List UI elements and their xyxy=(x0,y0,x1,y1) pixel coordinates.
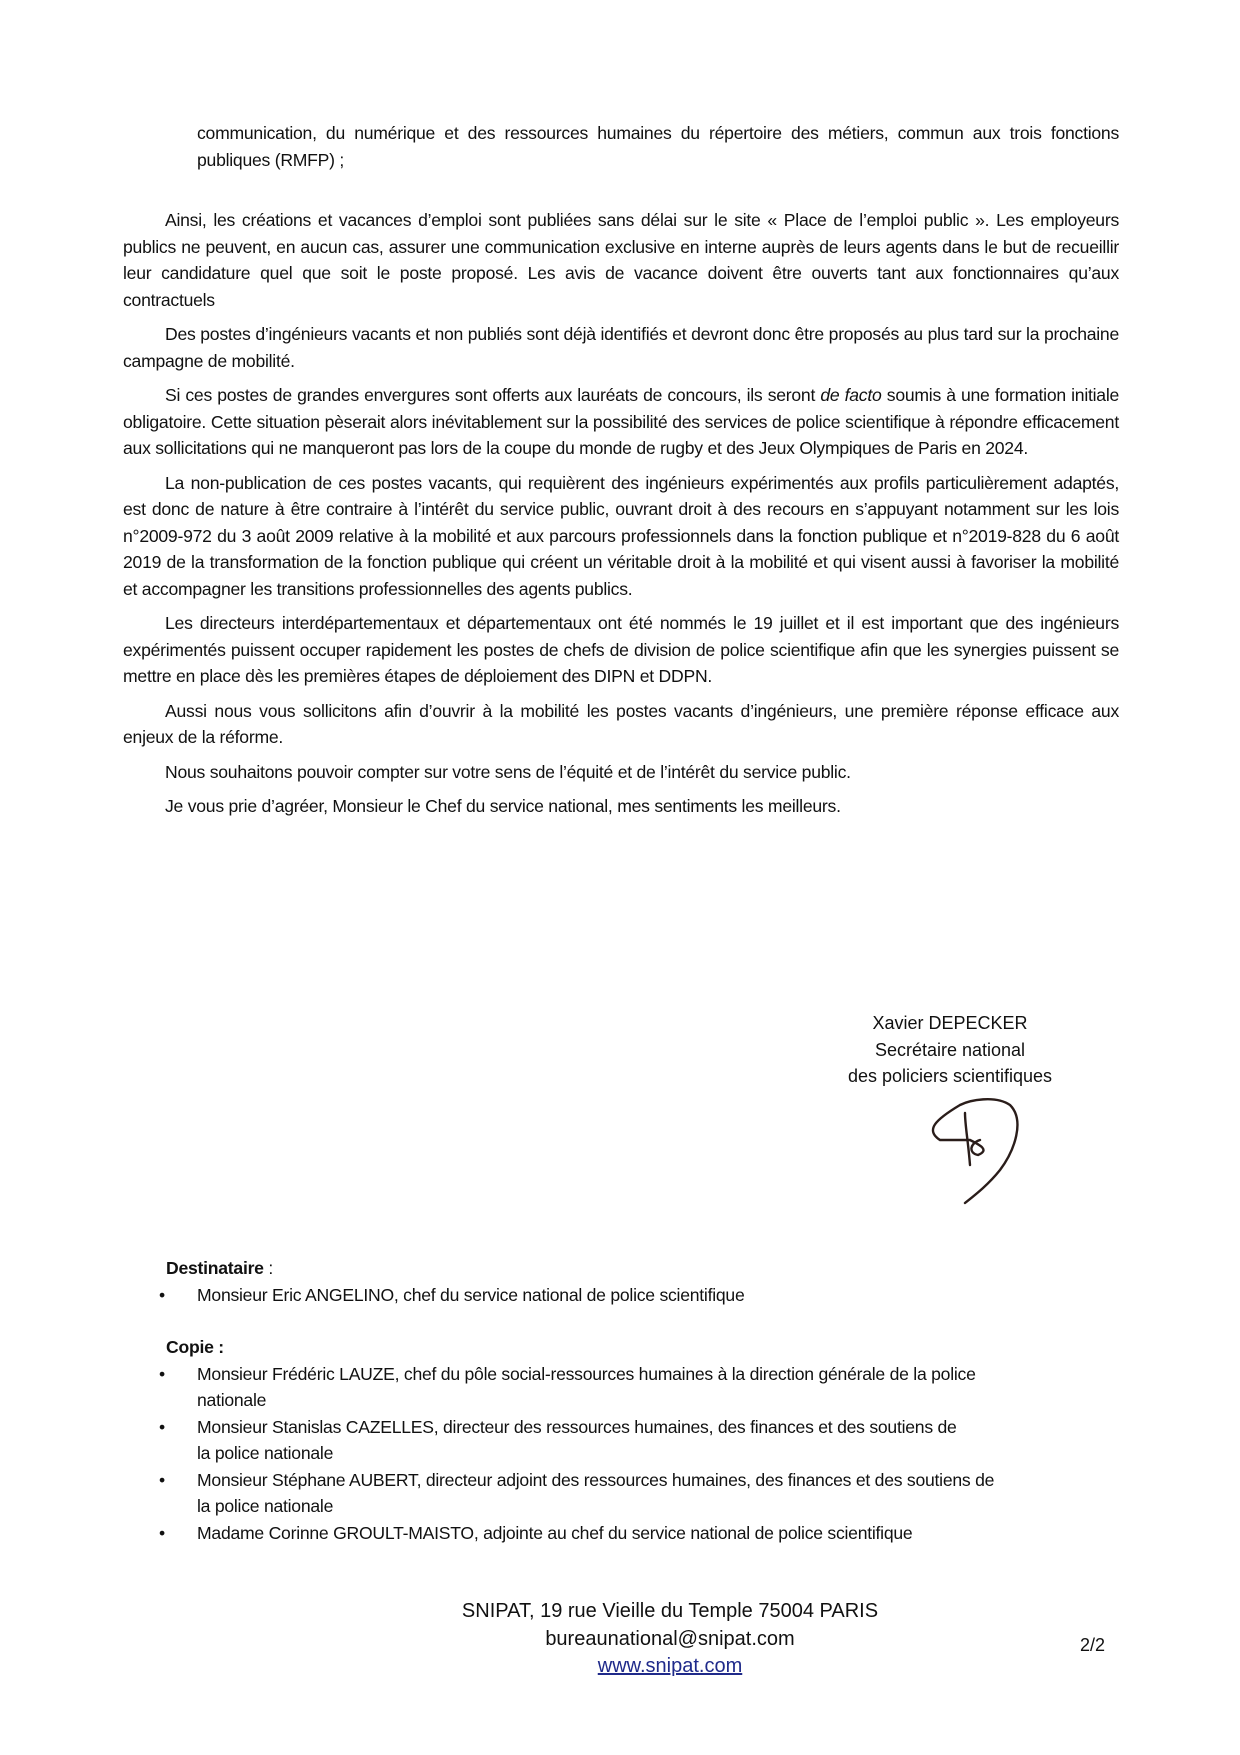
paragraph-laureats-part2: soumis à une formation initiale obligatoire. Cette situation pèserait alors inévitablement sur la possibilité des services de police scientifique à répondre efficacement aux sollicitations qui ne manqueront pas lors de la coupe du monde de rugby et des Jeux Olympiques de Paris en 2024. xyxy=(123,385,1120,458)
recipient-label-text: Destinataire xyxy=(166,1258,264,1278)
list-item xyxy=(123,1282,1123,1309)
paragraph-laureats-part1: Si ces postes de grandes envergures sont offerts aux lauréats de concours, ils seront xyxy=(165,385,821,405)
signature-block xyxy=(800,1010,1100,1090)
copy-recipient-line1: Madame Corinne GROULT-MAISTO, adjointe au chef du service national de police scientifique xyxy=(197,1522,913,1543)
paragraph-equity: Nous souhaitons pouvoir compter sur votre sens de l’équité et de l’intérêt du service public. xyxy=(165,761,851,782)
bullet-icon: • xyxy=(159,1522,165,1543)
recipients-section xyxy=(123,1255,1123,1546)
letter-body xyxy=(123,207,1119,828)
recipient-label-colon: : xyxy=(263,1258,273,1278)
copy-recipient-line1: Monsieur Stanislas CAZELLES, directeur des ressources humaines, des finances et des soutiens de xyxy=(197,1416,957,1437)
footer-address: SNIPAT, 19 rue Vieille du Temple 75004 PARIS xyxy=(461,1600,879,1622)
copy-recipient-line2: la police nationale xyxy=(197,1496,334,1516)
bullet-icon: • xyxy=(159,1416,165,1437)
copy-recipient-line1: Monsieur Frédéric LAUZE, chef du pôle social-ressources humaines à la direction générale de la police xyxy=(197,1363,976,1384)
recipient-text: Monsieur Eric ANGELINO, chef du service national de police scientifique xyxy=(197,1284,745,1305)
paragraph-vacant-posts: Des postes d’ingénieurs vacants et non publiés sont déjà identifiés et devront donc être proposés au plus tard sur la prochaine campagne de mobilité. xyxy=(123,324,1119,371)
intro-text: communication, du numérique et des ressources humaines du répertoire des métiers, commun aux trois fonctions publiques (RMFP) ; xyxy=(197,123,1119,170)
list-item xyxy=(123,1361,1123,1414)
signatory-organization: des policiers scientifiques xyxy=(847,1066,1053,1086)
bullet-icon: • xyxy=(159,1363,165,1384)
intro-list-continuation xyxy=(197,120,1119,173)
copy-list xyxy=(123,1361,1123,1547)
signature-stroke xyxy=(933,1099,1017,1203)
list-item xyxy=(123,1414,1123,1467)
copy-label: Copie : xyxy=(166,1337,224,1357)
bullet-icon: • xyxy=(159,1469,165,1490)
copy-recipient-line1: Monsieur Stéphane AUBERT, directeur adjoint des ressources humaines, des finances et des soutiens de xyxy=(197,1469,995,1490)
list-item xyxy=(123,1467,1123,1520)
copy-recipient-line2: la police nationale xyxy=(197,1443,334,1463)
copy-recipient-line2: nationale xyxy=(197,1390,267,1410)
page-number: 2/2 xyxy=(1080,1635,1106,1655)
recipient-label xyxy=(166,1255,1123,1282)
paragraph-non-publication: La non-publication de ces postes vacants, qui requièrent des ingénieurs expérimentés aux profils particulièrement adaptés, est donc de nature à être contraire à l’intérêt du service public, ouvrant droit à des recours en s’appuyant notamment sur les lois n°2009-972 du 3 août 2009 relative à la mobilité et aux parcours professionnels dans la fonction publique et n°2019-828 du 6 août 2019 de la transformation de la fonction publique qui créent un véritable droit à la mobilité et qui visent aussi à favoriser la mobilité et accompagner les transitions professionnelles des agents publics. xyxy=(123,472,1119,599)
paragraph-laureats xyxy=(123,382,1119,462)
handwritten-signature-icon xyxy=(920,1095,1040,1210)
paragraph-request: Aussi nous vous sollicitons afin d’ouvrir à la mobilité les postes vacants d’ingénieurs, une première réponse efficace aux enjeux de la réforme. xyxy=(123,700,1119,747)
paragraph-publication: Ainsi, les créations et vacances d’emploi sont publiées sans délai sur le site « Place de l’emploi public ». Les employeurs publics ne peuvent, en aucun cas, assurer une communication exclusive en interne auprès de leurs agents dans le but de recueillir leur candidature quel que soit le poste proposé. Les avis de vacance doivent être ouverts tant aux fonctionnaires qu’aux contractuels xyxy=(123,210,1119,310)
footer-website-link[interactable]: www.snipat.com xyxy=(597,1655,743,1677)
footer xyxy=(360,1598,980,1681)
signatory-name: Xavier DEPECKER xyxy=(872,1013,1028,1033)
paragraph-closing: Je vous prie d’agréer, Monsieur le Chef du service national, mes sentiments les meilleurs. xyxy=(165,796,841,816)
list-item xyxy=(123,1520,1123,1547)
bullet-icon: • xyxy=(159,1284,165,1305)
paragraph-laureats-italic: de facto xyxy=(820,385,882,405)
footer-email[interactable]: bureaunational@snipat.com xyxy=(545,1627,795,1650)
signatory-title: Secrétaire national xyxy=(874,1039,1026,1060)
paragraph-directors: Les directeurs interdépartementaux et départementaux ont été nommés le 19 juillet et il est important que des ingénieurs expérimentés puissent occuper rapidement les postes de chefs de division de police scientifique afin que les synergies puissent se mettre en place dès les premières étapes de déploiement des DIPN et DDPN. xyxy=(123,613,1119,686)
recipient-list xyxy=(123,1282,1123,1309)
